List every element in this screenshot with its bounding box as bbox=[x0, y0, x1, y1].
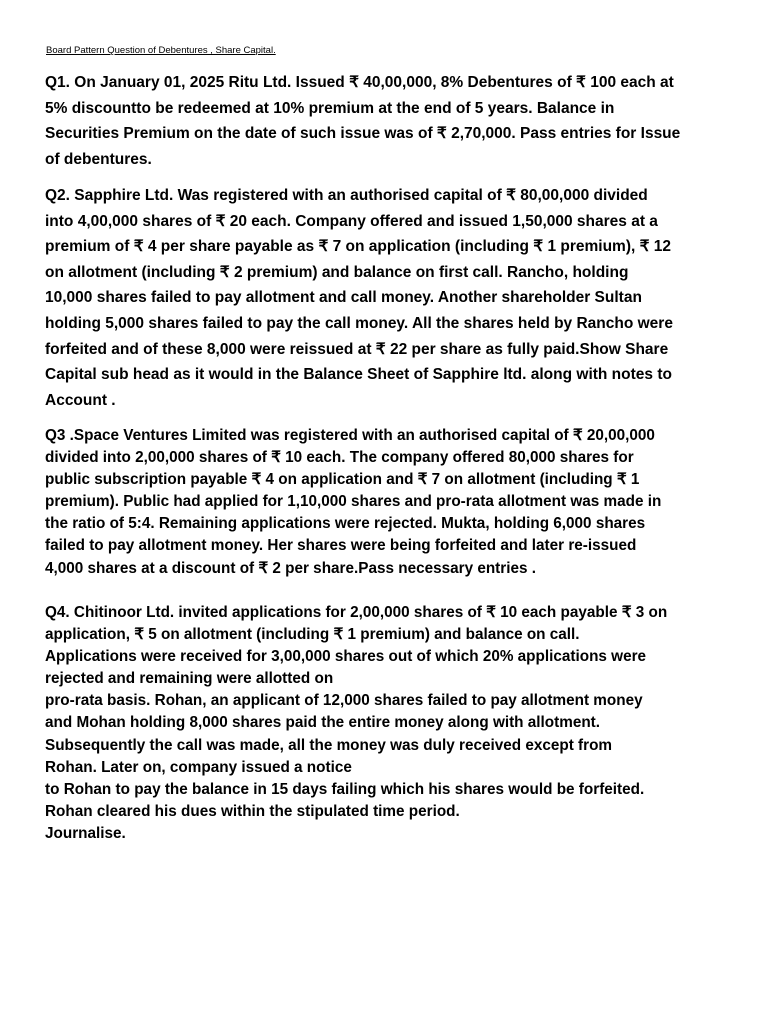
question-line: to Rohan to pay the balance in 15 days failing which his shares would be forfeited. bbox=[45, 780, 645, 798]
question-line: Journalise. bbox=[45, 824, 126, 842]
question-line: the ratio of 5:4. Remaining applications were rejected. Mukta, holding 6,000 shares bbox=[45, 515, 646, 533]
question-line: Q2. Sapphire Ltd. Was registered with an authorised capital of ₹ 80,00,000 divided bbox=[45, 187, 648, 204]
question-2 bbox=[45, 183, 673, 413]
question-line: 10,000 shares failed to pay allotment and call money. Another shareholder Sultan bbox=[45, 289, 642, 307]
question-line: pro-rata basis. Rohan, an applicant of 12,000 shares failed to pay allotment money bbox=[45, 692, 643, 710]
question-line: premium). Public had applied for 1,10,000 shares and pro-rata allotment was made in bbox=[45, 493, 662, 511]
question-line: Q3 .Space Ventures Limited was registered with an authorised capital of ₹ 20,00,000 bbox=[45, 427, 655, 444]
question-line: Account . bbox=[45, 391, 116, 409]
document-heading: Board Pattern Question of Debentures , Share Capital. bbox=[46, 45, 276, 56]
question-line: of debentures. bbox=[45, 150, 152, 168]
question-4 bbox=[45, 602, 667, 845]
question-line: Rohan. Later on, company issued a notice bbox=[45, 758, 352, 776]
question-1 bbox=[45, 70, 680, 172]
question-line: holding 5,000 shares failed to pay the call money. All the shares held by Rancho were bbox=[45, 314, 673, 332]
question-line: premium of ₹ 4 per share payable as ₹ 7 on application (including ₹ 1 premium), ₹ 12 bbox=[45, 238, 672, 256]
question-line: Q4. Chitinoor Ltd. invited applications for 2,00,000 shares of ₹ 10 each payable ₹ 3 on bbox=[45, 604, 668, 621]
question-line: on allotment (including ₹ 2 premium) and balance on first call. Rancho, holding bbox=[45, 263, 629, 281]
question-line: Q1. On January 01, 2025 Ritu Ltd. Issued ₹ 40,00,000, 8% Debentures of ₹ 100 each at bbox=[45, 74, 674, 91]
question-line: Rohan cleared his dues within the stipulated time period. bbox=[45, 802, 460, 820]
question-line: Subsequently the call was made, all the money was duly received except from bbox=[45, 736, 613, 754]
question-line: and Mohan holding 8,000 shares paid the entire money along with allotment. bbox=[45, 714, 601, 732]
question-line: failed to pay allotment money. Her shares were being forfeited and later re-issued bbox=[45, 537, 637, 555]
question-line: Securities Premium on the date of such issue was of ₹ 2,70,000. Pass entries for Issue bbox=[45, 125, 681, 143]
question-line: Applications were received for 3,00,000 shares out of which 20% applications were bbox=[45, 648, 647, 666]
question-line: rejected and remaining were allotted on bbox=[45, 670, 334, 688]
question-line: public subscription payable ₹ 4 on application and ₹ 7 on allotment (including ₹ 1 bbox=[45, 471, 640, 489]
question-line: application, ₹ 5 on allotment (including ₹ 1 premium) and balance on call. bbox=[45, 626, 580, 644]
question-line: divided into 2,00,000 shares of ₹ 10 each. The company offered 80,000 shares for bbox=[45, 449, 634, 467]
question-line: 4,000 shares at a discount of ₹ 2 per share.Pass necessary entries . bbox=[45, 559, 536, 577]
question-line: 5% discountto be redeemed at 10% premium at the end of 5 years. Balance in bbox=[45, 99, 615, 117]
question-line: forfeited and of these 8,000 were reissued at ₹ 22 per share as fully paid.Show Share bbox=[45, 340, 669, 358]
question-line: into 4,00,000 shares of ₹ 20 each. Company offered and issued 1,50,000 shares at a bbox=[45, 212, 658, 230]
question-line: Capital sub head as it would in the Balance Sheet of Sapphire ltd. along with notes to bbox=[45, 366, 672, 384]
question-3 bbox=[45, 425, 661, 580]
